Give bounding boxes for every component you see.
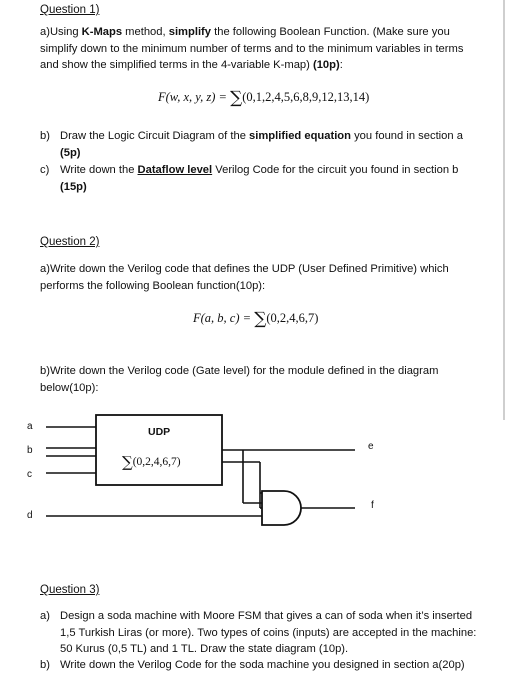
q3-a-text: Design a soda machine with Moore FSM that gives a can of soda when it’s inserted 1,5 Turkish Liras (or more). Two types of coins (inputs) are accepted in the machine: 50 Kurus (0,5 TL) and 1 TL. Draw the state diagram (10p). [60, 610, 477, 655]
udp-title: UDP [148, 426, 171, 438]
q1-c-text1: Write down the [60, 164, 138, 176]
q1-part-b [40, 128, 485, 161]
q2-formula-lhs: F(a, b, c) = [193, 311, 255, 325]
sigma-icon: ∑ [254, 309, 267, 329]
input-label-c: c [27, 469, 32, 480]
q3-part-b [40, 657, 485, 674]
q1-a-points: (10p) [312, 59, 340, 71]
q2-part-b: b)Write down the Verilog code (Gate level) for the module defined in the diagram below(10p): [40, 365, 439, 394]
output-label-e: e [368, 441, 374, 452]
q3-heading: Question 3) [40, 584, 100, 596]
and-gate [262, 491, 301, 525]
q1-a-end: : [339, 59, 343, 71]
q1-a-kmaps: K-Maps [81, 26, 123, 38]
q2-formula [193, 309, 318, 329]
q1-formula-terms: (0,1,2,4,5,6,8,9,12,13,14) [242, 90, 370, 104]
q1-part-c [40, 162, 485, 195]
q3-a-label: a) [40, 610, 50, 622]
q1-a-mid1: method, [122, 26, 169, 38]
q1-a-prefix: a)Using [40, 26, 82, 38]
sigma-icon: ∑ [230, 88, 243, 108]
udp-terms: (0,2,4,6,7) [132, 456, 181, 468]
q1-heading: Question 1) [40, 4, 100, 16]
q1-b-label: b) [40, 130, 50, 142]
q2-formula-terms: (0,2,4,6,7) [266, 311, 319, 325]
q1-part-a [40, 24, 485, 74]
udp-formula [122, 453, 181, 471]
q1-c-text2: Verilog Code for the circuit you found in section b [212, 164, 459, 176]
q1-formula [158, 88, 369, 108]
q3-b-label: b) [40, 659, 50, 671]
input-label-a: a [27, 421, 33, 432]
sigma-icon: ∑ [122, 453, 133, 471]
q1-c-points: (15p) [60, 180, 87, 193]
input-label-d: d [27, 510, 33, 521]
q2-part-a: a)Write down the Verilog code that defines the UDP (User Defined Primitive) which performs the following Boolean function(10p): [40, 263, 449, 292]
input-label-b: b [27, 445, 33, 456]
output-label-f: f [371, 500, 374, 511]
circuit-diagram [0, 405, 505, 530]
q3-part-a [40, 608, 485, 658]
q1-b-bold: simplified equation [249, 130, 351, 142]
q1-b-text1: Draw the Logic Circuit Diagram of the [60, 130, 250, 142]
q1-b-points: (5p) [60, 146, 81, 159]
q1-a-simplify: simplify [168, 26, 211, 38]
q1-c-label: c) [40, 164, 50, 176]
q1-a-mid2: the following Boolean Function. (Make sure you simplify down to the minimum number of terms and to the minimum variables in terms and show the simplified terms in the 4-variable K-map) [40, 26, 464, 71]
q1-c-underlined: Dataflow level [137, 164, 213, 176]
q1-b-text2: you found in section a [350, 130, 463, 142]
q1-formula-lhs: F(w, x, y, z) = [158, 90, 231, 104]
q2-heading: Question 2) [40, 236, 100, 248]
q3-b-text: Write down the Verilog Code for the soda machine you designed in section a(20p) [60, 659, 465, 671]
